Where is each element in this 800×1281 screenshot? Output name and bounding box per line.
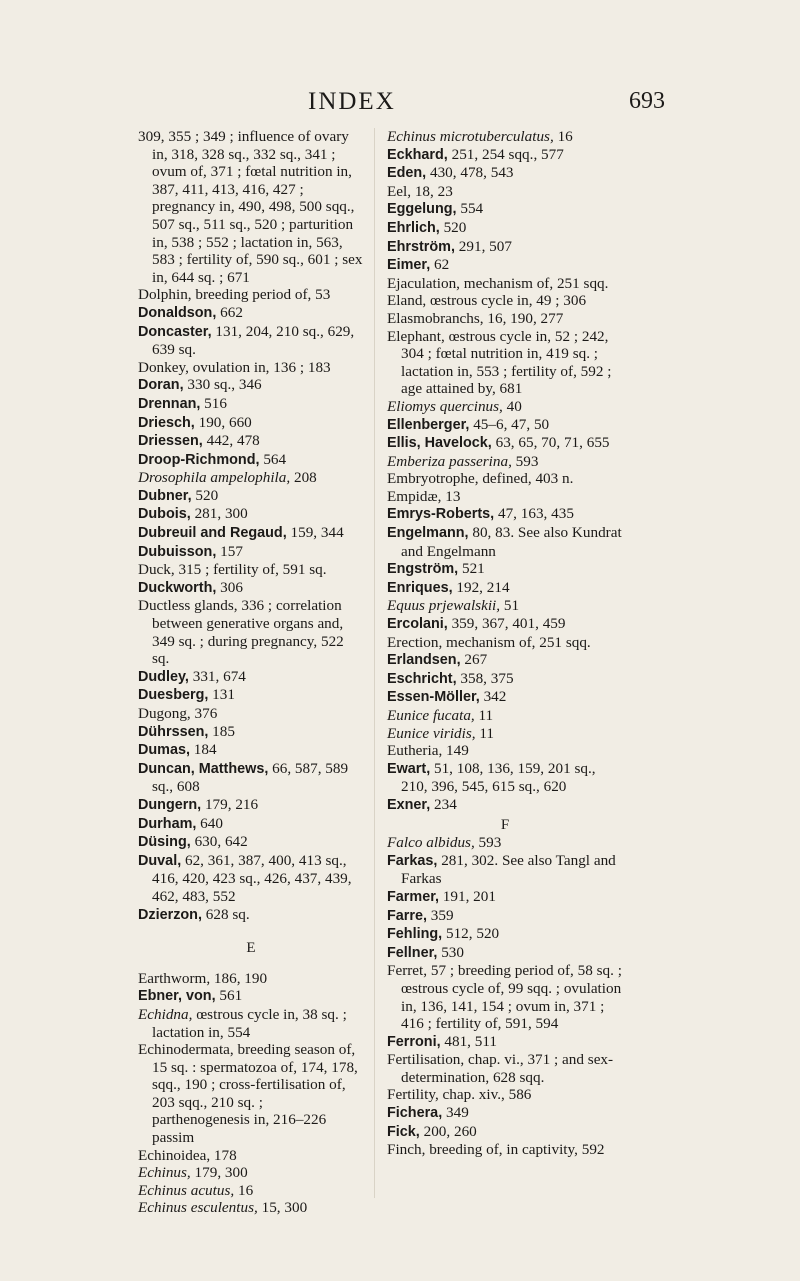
entry-references: 561 xyxy=(215,987,243,1005)
entry-taxon: Echinus microtuberculatus, xyxy=(387,128,554,145)
right-entries-f xyxy=(387,834,623,1159)
entry-name: Duesberg, xyxy=(138,687,209,704)
index-entry xyxy=(138,686,364,705)
index-entry xyxy=(138,128,364,286)
entry-name: Ercolani, xyxy=(387,616,448,633)
entry-name: Ellis, Havelock, xyxy=(387,435,492,452)
entry-references: 16 xyxy=(234,1181,254,1199)
entry-references: Ferret, 57 ; breeding period of, 58 sq. ; œstrous cycle of, 99 sqq. ; ovulation in, 136, 141, 154 ; ovum in, 371 ; 416 ; fertility of, 591, 594 xyxy=(387,962,622,1033)
entry-name: Fichera, xyxy=(387,1105,443,1122)
entry-name: Exner, xyxy=(387,796,431,813)
index-entry xyxy=(387,183,623,201)
entry-name: Düsing, xyxy=(138,834,191,851)
entry-taxon: Eliomys quercinus, xyxy=(387,397,503,415)
entry-references: Eutheria, 149 xyxy=(387,742,469,760)
entry-taxon: Equus prjewalskii, xyxy=(387,597,501,615)
entry-references: 359 xyxy=(427,906,454,924)
entry-references: 191, 201 xyxy=(439,887,496,905)
entry-name: Ehrlich, xyxy=(387,219,440,236)
left-column xyxy=(138,128,364,1217)
index-entry xyxy=(138,1147,364,1165)
entry-name: Dudley, xyxy=(138,668,189,685)
index-entry xyxy=(138,414,364,433)
entry-name: Eschricht, xyxy=(387,670,457,687)
index-entry xyxy=(387,200,623,219)
index-entry xyxy=(387,615,623,634)
entry-references: 62, 361, 387, 400, 413 sq., 416, 420, 423 sq., 426, 437, 439, 462, 483, 552 xyxy=(152,851,352,905)
index-entry xyxy=(387,488,623,506)
entry-references: 157 xyxy=(216,542,243,560)
index-entry xyxy=(387,852,623,888)
index-entry xyxy=(387,707,623,725)
entry-references: Earthworm, 186, 190 xyxy=(138,969,268,987)
entry-references: Donkey, ovulation in, 136 ; 183 xyxy=(138,358,331,376)
entry-references: 331, 674 xyxy=(188,667,246,685)
entry-references: Embryotrophe, defined, 403 n. xyxy=(387,470,574,488)
index-entry xyxy=(387,505,623,524)
index-entry xyxy=(138,359,364,377)
index-entry xyxy=(387,453,623,471)
index-entry xyxy=(387,597,623,615)
entry-references: Echinoidea, 178 xyxy=(138,1146,237,1164)
entry-references: 159, 344 xyxy=(286,524,344,542)
entry-name: Fehling, xyxy=(387,926,443,943)
index-entry xyxy=(387,470,623,488)
index-entry xyxy=(387,725,623,743)
index-entry xyxy=(138,796,364,815)
index-entry xyxy=(387,146,623,165)
entry-references: 234 xyxy=(430,795,457,813)
entry-references: Duck, 315 ; fertility of, 591 sq. xyxy=(138,561,327,579)
index-entry xyxy=(387,670,623,689)
entry-references: Finch, breeding of, in captivity, 592 xyxy=(387,1141,605,1159)
index-entry xyxy=(138,741,364,760)
entry-references: 530 xyxy=(437,943,464,961)
entry-taxon: Echinus acutus, xyxy=(138,1181,235,1199)
entry-references: 330 sq., 346 xyxy=(183,376,262,394)
index-entry xyxy=(387,434,623,453)
entry-name: Emrys-Roberts, xyxy=(387,506,495,523)
entry-references: 342 xyxy=(479,688,507,706)
index-entry xyxy=(138,723,364,742)
entry-references: Empidæ, 13 xyxy=(387,487,461,505)
entry-name: Farre, xyxy=(387,907,427,924)
index-entry xyxy=(138,286,364,304)
index-entry xyxy=(387,834,623,852)
index-entry xyxy=(138,432,364,451)
index-entry xyxy=(138,395,364,414)
index-entry xyxy=(138,1199,364,1217)
entry-references: 359, 367, 401, 459 xyxy=(447,615,566,633)
entry-references: Ejaculation, mechanism of, 251 sqq. xyxy=(387,274,609,292)
entry-references: 630, 642 xyxy=(190,833,248,851)
index-entry xyxy=(387,219,623,238)
entry-references: 80, 83. See also Kundrat and Engelmann xyxy=(401,524,622,560)
index-entry xyxy=(387,760,623,796)
entry-references: 291, 507 xyxy=(454,237,512,255)
index-entry xyxy=(387,310,623,328)
entry-references: 185 xyxy=(208,722,235,740)
index-entry xyxy=(387,1051,623,1086)
index-entry xyxy=(138,579,364,598)
entry-name: Doran, xyxy=(138,377,184,394)
index-entry xyxy=(138,376,364,395)
index-entry xyxy=(138,852,364,906)
entry-references: Elephant, œstrous cycle in, 52 ; 242, 304 ; fœtal nutrition in, 419 sq. ; lactation in, 553 ; fertility of, 592 ; age attained by, 681 xyxy=(387,327,612,398)
entry-name: Eimer, xyxy=(387,257,431,274)
entry-references: 190, 660 xyxy=(194,413,252,431)
index-entry xyxy=(138,524,364,543)
index-entry xyxy=(138,815,364,834)
entry-references: 251, 254 sqq., 577 xyxy=(447,145,564,163)
entry-name: Duncan, Matthews, xyxy=(138,760,269,777)
index-entry xyxy=(387,907,623,926)
entry-references: 281, 302. See also Tangl and Farkas xyxy=(401,851,616,888)
index-entry xyxy=(387,925,623,944)
index-entry xyxy=(387,1033,623,1052)
index-entry xyxy=(387,328,623,398)
entry-references: 516 xyxy=(200,394,227,412)
entry-name: Ehrström, xyxy=(387,238,455,255)
entry-references: 47, 163, 435 xyxy=(494,505,574,523)
entry-references: 131 xyxy=(208,686,235,704)
index-entry xyxy=(138,668,364,687)
entry-references: 481, 511 xyxy=(440,1032,497,1050)
entry-references: 11 xyxy=(474,707,494,724)
entry-name: Dumas, xyxy=(138,742,190,759)
entry-name: Duckworth, xyxy=(138,579,217,596)
index-entry xyxy=(387,796,623,815)
entry-references: 512, 520 xyxy=(442,925,500,943)
entry-references: 179, 300 xyxy=(190,1164,248,1182)
left-entries-e xyxy=(138,970,364,1217)
entry-references: 358, 375 xyxy=(456,669,514,687)
index-entry xyxy=(387,560,623,579)
entry-references: 306 xyxy=(216,578,243,596)
entry-references: Elasmobranchs, 16, 190, 277 xyxy=(387,309,564,327)
index-entry xyxy=(387,651,623,670)
entry-references: 45–6, 47, 50 xyxy=(469,415,550,433)
index-entry xyxy=(387,962,623,1032)
index-entry xyxy=(387,944,623,963)
index-entry xyxy=(138,1182,364,1200)
entry-name: Ferroni, xyxy=(387,1033,441,1050)
entry-name: Dubreuil and Regaud, xyxy=(138,525,287,542)
entry-name: Donaldson, xyxy=(138,304,217,321)
entry-name: Dührssen, xyxy=(138,723,209,740)
index-entry xyxy=(387,256,623,275)
right-entries-e xyxy=(387,128,623,815)
index-entry xyxy=(138,597,364,667)
index-entry xyxy=(138,1006,364,1041)
entry-name: Durham, xyxy=(138,815,197,832)
index-entry xyxy=(138,561,364,579)
entry-references: 554 xyxy=(456,200,484,218)
entry-name: Dubner, xyxy=(138,487,192,504)
entry-references: 66, 587, 589 sq., 608 xyxy=(152,759,349,796)
entry-name: Eggelung, xyxy=(387,201,457,218)
entry-name: Duval, xyxy=(138,852,182,869)
entry-name: Driesch, xyxy=(138,414,195,431)
entry-references: 628 sq. xyxy=(201,905,250,923)
entry-references: 51, 108, 136, 159, 201 sq., 210, 396, 545, 615 sq., 620 xyxy=(401,759,596,796)
entry-name: Erlandsen, xyxy=(387,652,461,669)
entry-references: 593 xyxy=(474,834,502,852)
index-entry xyxy=(138,469,364,487)
index-entry xyxy=(138,987,364,1006)
entry-name: Farmer, xyxy=(387,888,439,905)
entry-name: Drennan, xyxy=(138,395,201,412)
index-entry xyxy=(138,487,364,506)
index-entry xyxy=(138,1164,364,1182)
index-entry xyxy=(387,128,623,146)
entry-taxon: Eunice viridis, xyxy=(387,724,476,742)
index-entry xyxy=(387,688,623,707)
index-entry xyxy=(138,451,364,470)
entry-references: 184 xyxy=(189,741,217,759)
index-entry xyxy=(138,543,364,562)
entry-references: 349 xyxy=(442,1104,469,1122)
entry-name: Fick, xyxy=(387,1123,420,1140)
entry-references: 593 xyxy=(511,452,539,470)
entry-name: Engelmann, xyxy=(387,525,469,542)
index-entry xyxy=(387,292,623,310)
section-letter-e: E xyxy=(246,940,256,957)
entry-references: 40 xyxy=(502,397,522,415)
index-entry xyxy=(138,1041,364,1147)
index-entry xyxy=(387,1086,623,1104)
index-entry xyxy=(387,1141,623,1159)
entry-name: Dzierzon, xyxy=(138,906,202,923)
entry-taxon: Echinus esculentus, xyxy=(138,1199,258,1217)
entry-references: 16 xyxy=(553,128,573,145)
entry-name: Farkas, xyxy=(387,852,438,869)
entry-references: 131, 204, 210 sq., 629, 639 sq. xyxy=(152,322,355,359)
page-number: 693 xyxy=(629,88,665,114)
entry-name: Eden, xyxy=(387,165,427,182)
entry-taxon: Falco albidus, xyxy=(387,834,475,852)
entry-references: 662 xyxy=(216,303,243,321)
index-entry xyxy=(387,238,623,257)
entry-references: 51 xyxy=(500,597,520,615)
entry-references: 564 xyxy=(259,450,287,468)
entry-name: Enriques, xyxy=(387,579,453,596)
entry-references: 11 xyxy=(475,724,494,742)
entry-references: Dolphin, breeding period of, 53 xyxy=(138,286,331,304)
index-entry xyxy=(387,164,623,183)
index-entry xyxy=(387,1123,623,1142)
entry-references: 208 xyxy=(290,469,317,487)
entry-references: Dugong, 376 xyxy=(138,705,218,722)
index-entry xyxy=(138,505,364,524)
entry-references: 200, 260 xyxy=(419,1122,477,1140)
index-entry xyxy=(387,888,623,907)
index-entry xyxy=(387,398,623,416)
index-entry xyxy=(387,1104,623,1123)
entry-references: Eel, 18, 23 xyxy=(387,182,453,200)
left-entries-d xyxy=(138,128,364,924)
column-divider xyxy=(374,128,375,1198)
index-entry xyxy=(138,323,364,359)
entry-references: Fertilisation, chap. vi., 371 ; and sex-determination, 628 sqq. xyxy=(387,1051,614,1086)
index-entry xyxy=(138,833,364,852)
index-entry xyxy=(387,524,623,560)
entry-references: 62 xyxy=(430,256,450,274)
index-entry xyxy=(138,705,364,723)
entry-name: Dubois, xyxy=(138,506,191,523)
entry-taxon: Echidna, xyxy=(138,1005,193,1023)
index-entry xyxy=(138,304,364,323)
entry-taxon: Emberiza passerina, xyxy=(387,452,512,470)
entry-references: 267 xyxy=(460,651,488,669)
right-column xyxy=(387,128,623,1159)
entry-taxon: Eunice fucata, xyxy=(387,707,475,724)
entry-name: Droop-Richmond, xyxy=(138,451,260,468)
entry-name: Ebner, von, xyxy=(138,988,216,1005)
entry-taxon: Drosophila ampelophila, xyxy=(138,469,291,487)
entry-references: 63, 65, 70, 71, 655 xyxy=(491,434,610,452)
entry-references: 192, 214 xyxy=(452,578,510,596)
index-entry xyxy=(138,906,364,925)
entry-references: 179, 216 xyxy=(201,795,259,813)
entry-taxon: Echinus, xyxy=(138,1164,191,1182)
entry-references: Eland, œstrous cycle in, 49 ; 306 xyxy=(387,292,587,310)
entry-references: 442, 478 xyxy=(202,432,260,450)
index-entry xyxy=(387,579,623,598)
entry-references: 309, 355 ; 349 ; influence of ovary in, 318, 328 sq., 332 sq., 341 ; ovum of, 371 ; fœtal nutrition in, 387, 411, 413, 416, 427 ; pregnancy in, 490, 498, 500 sqq., 507 sq., 511 sq., 520 ; parturition in, 538 ; 552 ; lactation in, 563, 583 ; fertility of, 590 sq., 601 ; sex in, 644 sq. ; 671 xyxy=(138,128,363,286)
entry-references: 521 xyxy=(458,560,485,578)
entry-references: 281, 300 xyxy=(190,505,248,523)
entry-name: Ellenberger, xyxy=(387,416,470,433)
index-title: INDEX xyxy=(308,88,396,115)
entry-references: 520 xyxy=(439,218,467,236)
entry-name: Dubuisson, xyxy=(138,543,217,560)
index-entry xyxy=(387,742,623,760)
page-header xyxy=(0,88,800,122)
entry-references: Erection, mechanism of, 251 sqq. xyxy=(387,633,591,651)
entry-references: œstrous cycle in, 38 sq. ; lactation in, 554 xyxy=(152,1005,347,1041)
entry-name: Engström, xyxy=(387,561,459,578)
entry-name: Fellner, xyxy=(387,944,438,961)
entry-name: Driessen, xyxy=(138,433,203,450)
entry-references: Fertility, chap. xiv., 586 xyxy=(387,1086,532,1104)
entry-references: Echinodermata, breeding season of, 15 sq. : spermatozoa of, 174, 178, sqq., 190 ; cross-fertilisation of, 203 sqq., 210 sq. ; parthenogenesis in, 216–226 passim xyxy=(138,1041,358,1147)
index-entry xyxy=(387,416,623,435)
entry-name: Ewart, xyxy=(387,760,431,777)
entry-references: 430, 478, 543 xyxy=(426,164,514,182)
entry-name: Dungern, xyxy=(138,796,202,813)
index-entry xyxy=(138,760,364,796)
index-entry xyxy=(387,275,623,293)
section-letter-f: F xyxy=(500,816,510,833)
entry-references: 520 xyxy=(191,486,219,504)
index-entry xyxy=(387,634,623,652)
entry-references: Ductless glands, 336 ; correlation between generative organs and, 349 sq. ; during pregnancy, 522 sq. xyxy=(138,597,344,668)
entry-name: Essen-Möller, xyxy=(387,689,480,706)
entry-references: 640 xyxy=(196,814,223,832)
index-entry xyxy=(138,970,364,988)
entry-references: 15, 300 xyxy=(257,1199,308,1217)
entry-name: Eckhard, xyxy=(387,146,448,163)
entry-name: Doncaster, xyxy=(138,323,212,340)
